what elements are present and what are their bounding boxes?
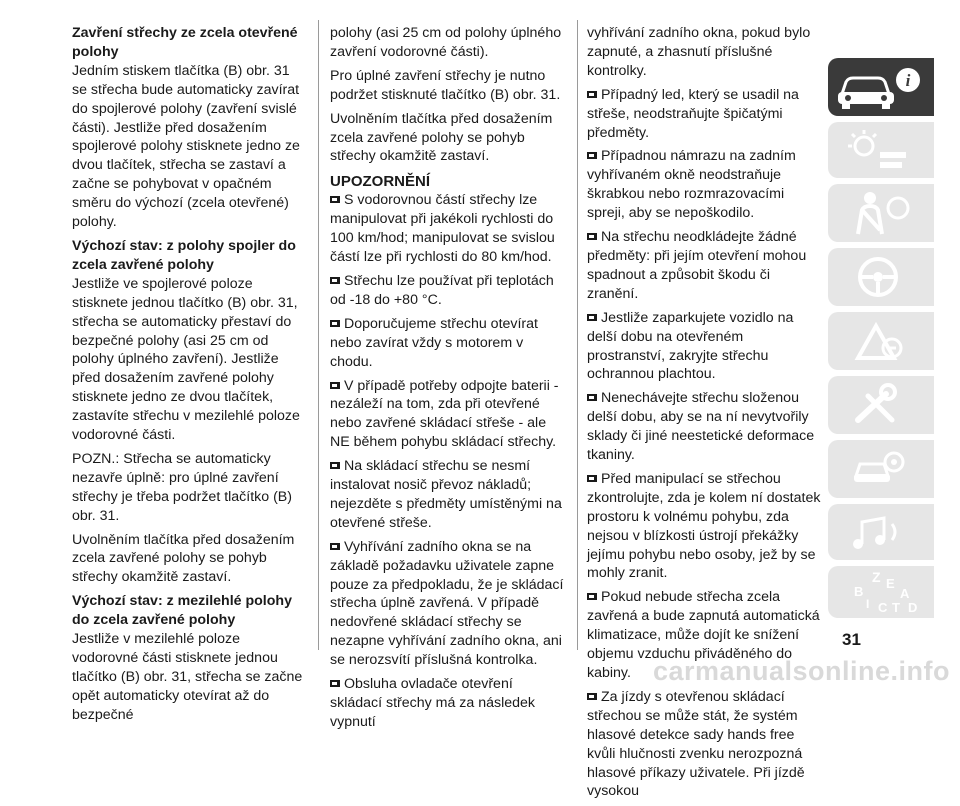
paragraph: Pro úplné zavření střechy je nutno podržet stisknuté tlačítko (B) obr. 31.	[330, 67, 561, 103]
index-letter: T	[892, 600, 900, 615]
warning-item: Doporučujeme střechu otevírat nebo zavírat vždy s motorem v chodu.	[330, 315, 538, 370]
index-letter: I	[866, 597, 870, 611]
square-bullet-icon	[330, 196, 340, 204]
square-bullet-icon	[587, 593, 597, 601]
tab-maintenance[interactable]	[828, 376, 934, 434]
index-letter: B	[854, 584, 864, 599]
tab-dashboard-lights[interactable]	[828, 122, 934, 178]
paragraph: Jestliže v mezilehlé poloze vodorovné části stisknete jednou tlačítko (B) obr. 31, střecha se začne opět automaticky otevírat až do bezpečné	[72, 631, 303, 723]
tab-technical-data[interactable]	[828, 440, 934, 498]
text-column-3	[587, 24, 825, 806]
paragraph: vyhřívání zadního okna, pokud bylo zapnuté, a zhasnutí příslušné kontrolky.	[587, 25, 811, 79]
tab-multimedia[interactable]	[828, 504, 934, 560]
section-heading: Výchozí stav: z mezilehlé polohy do zcela zavřené polohy	[72, 593, 292, 629]
car-info-icon	[828, 58, 934, 116]
square-bullet-icon	[330, 277, 340, 285]
warning-item: V případě potřeby odpojte baterii - nezáleží na tom, zda při otevřené nebo zavřené skládací střeše - ale NE během pohybu skládací střechy.	[330, 377, 559, 451]
square-bullet-icon	[587, 152, 597, 160]
warning-item: Za jízdy s otevřenou skládací střechou se může stát, že systém hlasové detekce sady hands free kvůli hlučnosti zvenku nerozpozná hlasové příkazy uživatele. Při jízdě vysokou	[587, 688, 805, 800]
paragraph: Uvolněním tlačítka před dosažením zcela zavřené polohy se pohyb střechy okamžitě zastaví.	[330, 110, 553, 165]
alphabetical-index-icon	[828, 566, 934, 618]
warning-item: Na střechu neodkládejte žádné předměty: při jejím otevření mohou spadnout a způsobit škodu či zranění.	[587, 229, 807, 302]
warning-item: Případný led, který se usadil na střeše, neodstraňujte špičatými předměty.	[587, 86, 799, 141]
paragraph: Jedním stiskem tlačítka (B) obr. 31 se střecha bude automaticky zavírat do spojlerové polohy (zavření svislé části). Jestliže před dosažením spojlerové polohy stisknete jedno ze dvou tlačítek, střecha se zastaví a začne se pohybovat v opačném směru do výchozí (zcela otevřené) polohy.	[72, 62, 300, 231]
index-letter: C	[878, 600, 888, 615]
warning-item: Pokud nebude střecha zcela zavřená a bude zapnutá automatická klimatizace, může dojít ke snížení objemu vzduchu přiváděného do kabiny.	[587, 589, 820, 681]
dashboard-lights-icon	[828, 122, 934, 178]
tab-car-info[interactable]	[828, 58, 934, 116]
square-bullet-icon	[587, 394, 597, 402]
warning-item: Obsluha ovladače otevření skládací střechy má za následek vypnutí	[330, 676, 536, 730]
index-letter: A	[900, 586, 910, 601]
column-divider	[318, 20, 319, 650]
square-bullet-icon	[330, 320, 340, 328]
steering-wheel-icon	[828, 248, 934, 306]
warning-title: UPOZORNĚNÍ	[330, 173, 431, 191]
warning-item: Jestliže zaparkujete vozidlo na delší dobu na otevřeném prostranství, zakryjte střechu ochrannou plachtou.	[587, 309, 794, 383]
watermark-text: carmanualsonline.info	[652, 656, 950, 686]
warning-triangle-icon	[828, 312, 934, 370]
multimedia-icon	[828, 504, 934, 560]
paragraph: Uvolněním tlačítka před dosažením zcela zavřené polohy se pohyb střechy okamžitě zastaví.	[72, 531, 295, 586]
square-bullet-icon	[330, 382, 340, 390]
paragraph: Jestliže ve spojlerové poloze stisknete jednou tlačítko (B) obr. 31, střecha se automaticky přestaví do bezpečné polohy (asi 25 cm od polohy úplného zavření). Jestliže před dosažením zavřené polohy stisknete jedno ze dvou tlačítek, zastavíte střechu v mezilehlé poloze vodorovné části.	[72, 275, 300, 444]
square-bullet-icon	[587, 314, 597, 322]
tab-emergency[interactable]	[828, 312, 934, 370]
warning-item: Vyhřívání zadního okna se na základě požadavku uživatele zapne pouze za předpokladu, že je skládací střecha úplně zavřená. V případě nedovřené skládací střechy se nezapne vyhřívání zadního okna, ani se nerozsvítí příslušná kontrolka.	[330, 538, 564, 669]
index-letter: D	[908, 600, 918, 615]
tab-starting[interactable]	[828, 248, 934, 306]
technical-data-icon	[828, 440, 934, 498]
text-column-1	[72, 24, 304, 730]
svg-text:i: i	[905, 71, 911, 90]
square-bullet-icon	[587, 233, 597, 241]
warning-item: Případnou námrazu na zadním vyhřívaném okně neodstraňuje škrabkou nebo rozmrazovacími spreji, aby se nepoškodilo.	[587, 148, 796, 222]
page-number: 31	[842, 630, 861, 649]
seatbelt-airbag-icon	[828, 184, 934, 242]
text-column-2	[330, 24, 568, 737]
column-divider	[577, 20, 578, 650]
warning-item: Nenechávejte střechu složenou delší dobu, aby se na ní nevytvořily sklady či jiné neestetické deformace tkaniny.	[587, 390, 815, 464]
warning-item: Střechu lze používat při teplotách od -18 do +80 °C.	[330, 272, 554, 308]
chapter-tabs	[828, 58, 934, 618]
section-heading: Zavření střechy ze zcela otevřené polohy	[72, 25, 298, 60]
warning-item: S vodorovnou částí střechy lze manipulovat při jakékoli rychlosti do 100 km/hod; manipulovat se svislou částí lze při rychlosti do 80 km/hod.	[330, 192, 555, 266]
square-bullet-icon	[330, 462, 340, 470]
paragraph: polohy (asi 25 cm od polohy úplného zavření vodorovné části).	[330, 25, 562, 60]
section-heading: Výchozí stav: z polohy spojler do zcela zavřené polohy	[72, 237, 296, 273]
square-bullet-icon	[587, 693, 597, 701]
index-letter: E	[886, 576, 895, 591]
tab-index[interactable]	[828, 566, 934, 618]
square-bullet-icon	[587, 91, 597, 99]
square-bullet-icon	[330, 543, 340, 551]
warning-item: Před manipulací se střechou zkontrolujte, zda je kolem ní dostatek prostoru k volnému pohybu, zda nejsou v blízkosti ústrojí překážky jejímu pohybu nebo osoby, jež by se mohly zranit.	[587, 470, 821, 582]
index-letter: Z	[872, 569, 881, 585]
tab-safety[interactable]	[828, 184, 934, 242]
warning-item: Na skládací střechu se nesmí instalovat nosič převoz nákladů; nejezděte s předměty umístěnými na otevřené střeše.	[330, 458, 562, 531]
square-bullet-icon	[587, 475, 597, 483]
paragraph: POZN.: Střecha se automaticky nezavře úplně: pro úplné zavření střechy je třeba podržet tlačítko (B) obr. 31.	[72, 450, 292, 524]
service-wrench-icon	[828, 376, 934, 434]
